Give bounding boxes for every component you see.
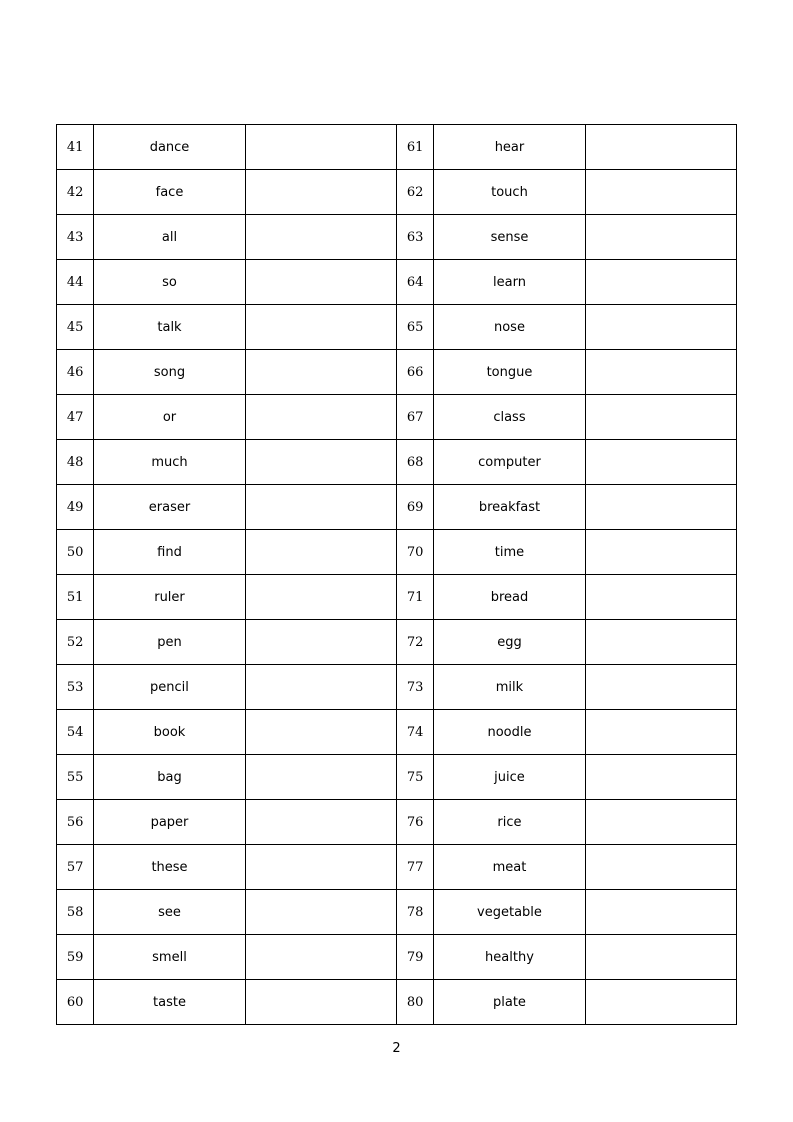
answer-blank[interactable] bbox=[585, 980, 736, 1025]
word-number: 45 bbox=[57, 305, 94, 350]
vocab-word: all bbox=[94, 215, 245, 260]
word-number: 43 bbox=[57, 215, 94, 260]
vocab-word: computer bbox=[434, 440, 585, 485]
answer-blank[interactable] bbox=[585, 665, 736, 710]
answer-blank[interactable] bbox=[585, 260, 736, 305]
vocab-word: paper bbox=[94, 800, 245, 845]
vocab-word: touch bbox=[434, 170, 585, 215]
answer-blank[interactable] bbox=[585, 485, 736, 530]
answer-blank[interactable] bbox=[585, 755, 736, 800]
vocab-word: find bbox=[94, 530, 245, 575]
answer-blank[interactable] bbox=[245, 305, 396, 350]
word-number: 77 bbox=[396, 845, 433, 890]
word-number: 72 bbox=[396, 620, 433, 665]
word-number: 56 bbox=[57, 800, 94, 845]
answer-blank[interactable] bbox=[245, 620, 396, 665]
vocab-word: pencil bbox=[94, 665, 245, 710]
word-number: 76 bbox=[396, 800, 433, 845]
table-row bbox=[57, 800, 737, 845]
word-number: 71 bbox=[396, 575, 433, 620]
vocab-word: tongue bbox=[434, 350, 585, 395]
table-row bbox=[57, 215, 737, 260]
answer-blank[interactable] bbox=[245, 395, 396, 440]
word-number: 62 bbox=[396, 170, 433, 215]
table-row bbox=[57, 485, 737, 530]
vocabulary-table bbox=[56, 124, 737, 1025]
table-row bbox=[57, 305, 737, 350]
word-number: 48 bbox=[57, 440, 94, 485]
vocab-word: smell bbox=[94, 935, 245, 980]
answer-blank[interactable] bbox=[245, 260, 396, 305]
vocab-word: nose bbox=[434, 305, 585, 350]
vocab-word: see bbox=[94, 890, 245, 935]
vocab-word: breakfast bbox=[434, 485, 585, 530]
word-number: 78 bbox=[396, 890, 433, 935]
word-number: 42 bbox=[57, 170, 94, 215]
vocab-word: noodle bbox=[434, 710, 585, 755]
vocab-word: taste bbox=[94, 980, 245, 1025]
vocab-word: time bbox=[434, 530, 585, 575]
table-row bbox=[57, 755, 737, 800]
word-number: 54 bbox=[57, 710, 94, 755]
vocab-word: class bbox=[434, 395, 585, 440]
table-row bbox=[57, 935, 737, 980]
word-number: 69 bbox=[396, 485, 433, 530]
word-number: 51 bbox=[57, 575, 94, 620]
vocab-word: face bbox=[94, 170, 245, 215]
vocab-word: talk bbox=[94, 305, 245, 350]
vocab-word: dance bbox=[94, 125, 245, 170]
vocab-word: ruler bbox=[94, 575, 245, 620]
table-row bbox=[57, 440, 737, 485]
answer-blank[interactable] bbox=[245, 755, 396, 800]
page-number: 2 bbox=[392, 1041, 401, 1056]
vocab-word: sense bbox=[434, 215, 585, 260]
answer-blank[interactable] bbox=[245, 980, 396, 1025]
table-row bbox=[57, 845, 737, 890]
answer-blank[interactable] bbox=[245, 485, 396, 530]
vocab-word: these bbox=[94, 845, 245, 890]
table-row bbox=[57, 260, 737, 305]
answer-blank[interactable] bbox=[245, 125, 396, 170]
answer-blank[interactable] bbox=[585, 395, 736, 440]
table-row bbox=[57, 575, 737, 620]
word-number: 53 bbox=[57, 665, 94, 710]
answer-blank[interactable] bbox=[245, 440, 396, 485]
vocab-word: milk bbox=[434, 665, 585, 710]
word-number: 63 bbox=[396, 215, 433, 260]
table-row bbox=[57, 125, 737, 170]
answer-blank[interactable] bbox=[245, 935, 396, 980]
word-number: 59 bbox=[57, 935, 94, 980]
answer-blank[interactable] bbox=[245, 845, 396, 890]
word-number: 79 bbox=[396, 935, 433, 980]
word-number: 46 bbox=[57, 350, 94, 395]
vocab-word: meat bbox=[434, 845, 585, 890]
word-number: 57 bbox=[57, 845, 94, 890]
word-number: 61 bbox=[396, 125, 433, 170]
answer-blank[interactable] bbox=[245, 800, 396, 845]
word-number: 60 bbox=[57, 980, 94, 1025]
table-row bbox=[57, 170, 737, 215]
table-row bbox=[57, 395, 737, 440]
vocab-word: rice bbox=[434, 800, 585, 845]
vocab-word: learn bbox=[434, 260, 585, 305]
answer-blank[interactable] bbox=[585, 620, 736, 665]
word-number: 80 bbox=[396, 980, 433, 1025]
word-number: 50 bbox=[57, 530, 94, 575]
word-number: 67 bbox=[396, 395, 433, 440]
answer-blank[interactable] bbox=[585, 305, 736, 350]
vocab-word: much bbox=[94, 440, 245, 485]
vocab-word: bag bbox=[94, 755, 245, 800]
word-number: 74 bbox=[396, 710, 433, 755]
answer-blank[interactable] bbox=[585, 710, 736, 755]
vocab-word: so bbox=[94, 260, 245, 305]
word-number: 47 bbox=[57, 395, 94, 440]
vocab-word: eraser bbox=[94, 485, 245, 530]
vocab-word: hear bbox=[434, 125, 585, 170]
vocab-word: song bbox=[94, 350, 245, 395]
answer-blank[interactable] bbox=[585, 575, 736, 620]
table-row bbox=[57, 980, 737, 1025]
answer-blank[interactable] bbox=[245, 530, 396, 575]
vocab-word: pen bbox=[94, 620, 245, 665]
word-number: 64 bbox=[396, 260, 433, 305]
answer-blank[interactable] bbox=[245, 215, 396, 260]
answer-blank[interactable] bbox=[245, 890, 396, 935]
answer-blank[interactable] bbox=[245, 710, 396, 755]
word-number: 52 bbox=[57, 620, 94, 665]
answer-blank[interactable] bbox=[585, 800, 736, 845]
answer-blank[interactable] bbox=[245, 665, 396, 710]
word-number: 68 bbox=[396, 440, 433, 485]
answer-blank[interactable] bbox=[585, 440, 736, 485]
answer-blank[interactable] bbox=[585, 845, 736, 890]
word-number: 70 bbox=[396, 530, 433, 575]
vocab-word: bread bbox=[434, 575, 585, 620]
word-number: 66 bbox=[396, 350, 433, 395]
vocab-word: egg bbox=[434, 620, 585, 665]
answer-blank[interactable] bbox=[245, 575, 396, 620]
answer-blank[interactable] bbox=[245, 350, 396, 395]
vocab-word: healthy bbox=[434, 935, 585, 980]
word-number: 55 bbox=[57, 755, 94, 800]
word-number: 58 bbox=[57, 890, 94, 935]
table-row bbox=[57, 620, 737, 665]
word-number: 73 bbox=[396, 665, 433, 710]
vocab-word: juice bbox=[434, 755, 585, 800]
table-row bbox=[57, 350, 737, 395]
vocab-word: vegetable bbox=[434, 890, 585, 935]
answer-blank[interactable] bbox=[585, 215, 736, 260]
answer-blank[interactable] bbox=[245, 170, 396, 215]
answer-blank[interactable] bbox=[585, 170, 736, 215]
answer-blank[interactable] bbox=[585, 350, 736, 395]
word-number: 44 bbox=[57, 260, 94, 305]
word-number: 75 bbox=[396, 755, 433, 800]
word-number: 65 bbox=[396, 305, 433, 350]
table-row bbox=[57, 665, 737, 710]
vocab-word: or bbox=[94, 395, 245, 440]
answer-blank[interactable] bbox=[585, 890, 736, 935]
answer-blank[interactable] bbox=[585, 125, 736, 170]
vocab-word: book bbox=[94, 710, 245, 755]
vocabulary-table-body bbox=[57, 125, 737, 1025]
vocab-word: plate bbox=[434, 980, 585, 1025]
table-row bbox=[57, 710, 737, 755]
word-number: 41 bbox=[57, 125, 94, 170]
answer-blank[interactable] bbox=[585, 935, 736, 980]
word-number: 49 bbox=[57, 485, 94, 530]
table-row bbox=[57, 530, 737, 575]
table-row bbox=[57, 890, 737, 935]
answer-blank[interactable] bbox=[585, 530, 736, 575]
